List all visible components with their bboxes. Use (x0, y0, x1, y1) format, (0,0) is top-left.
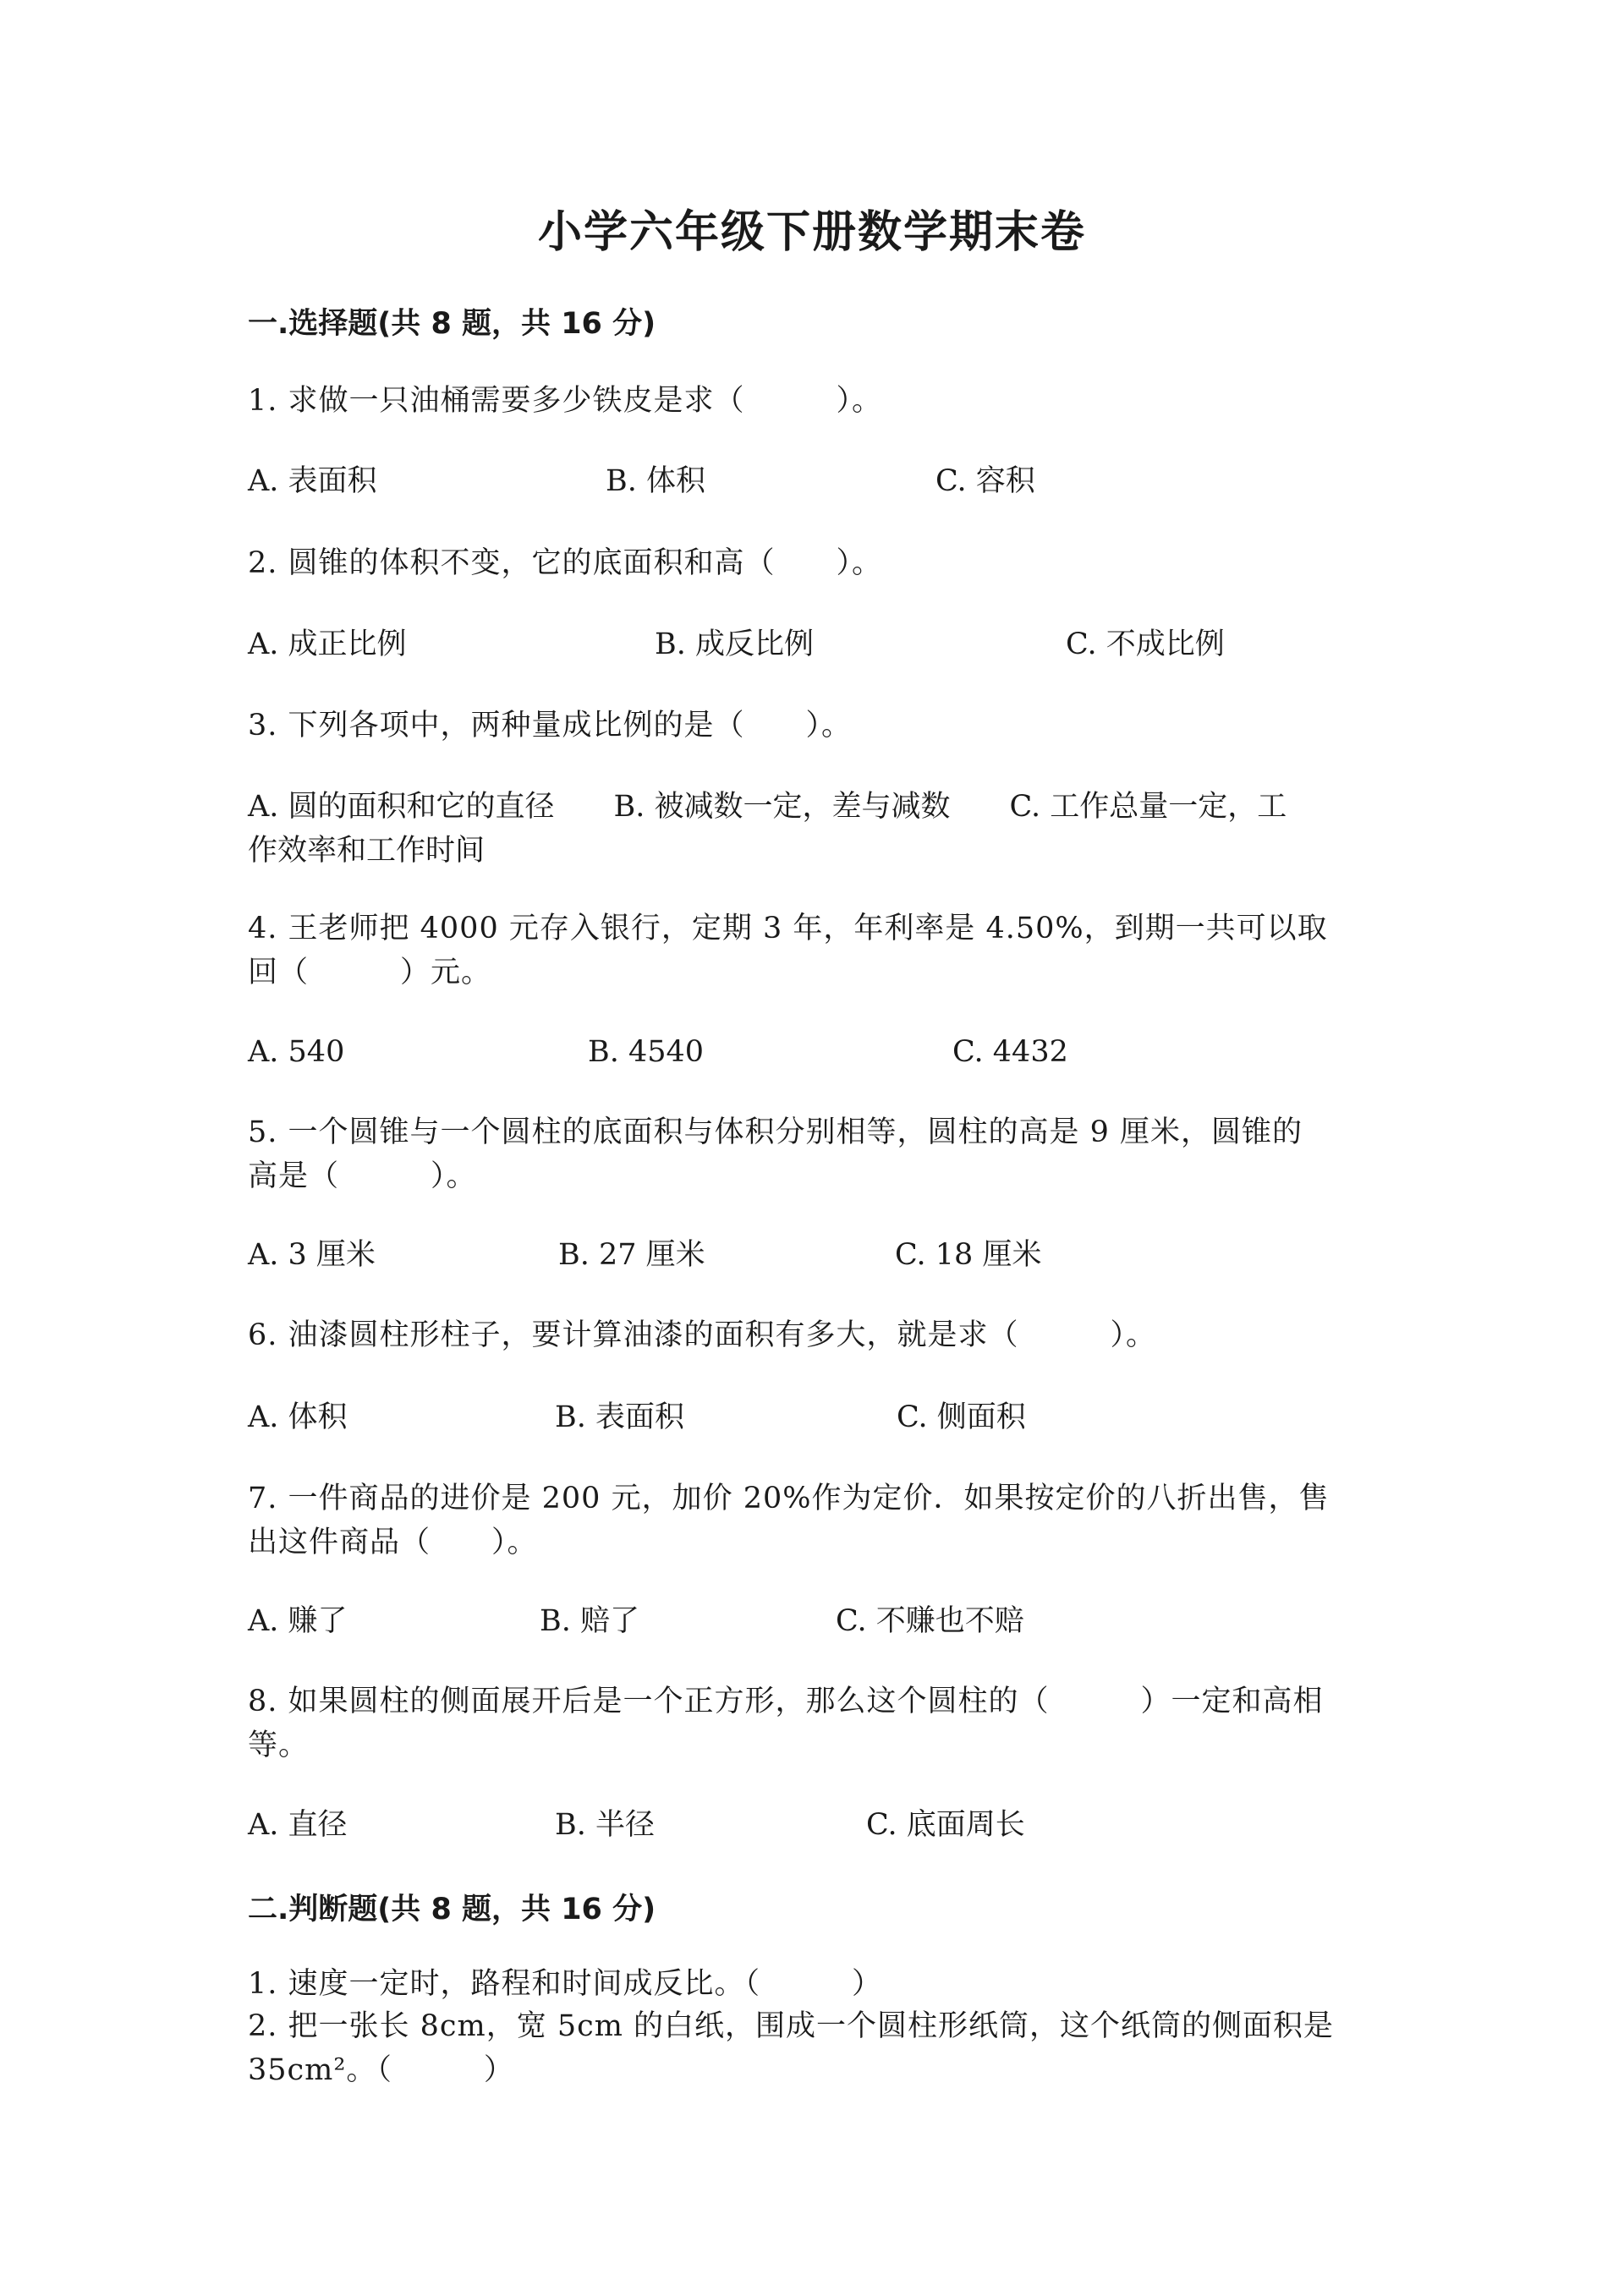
tf-question-2 (248, 2004, 1381, 2092)
question-4 (248, 907, 1381, 995)
option-a: A. 直径 (248, 1808, 348, 1842)
question-7-line-1: 7. 一件商品的进价是 200 元，加价 20%作为定价．如果按定价的八折出售，售 (248, 1482, 1330, 1515)
tf-question-1: 1. 速度一定时，路程和时间成反比。（ ） (248, 1967, 883, 2001)
question-3-options-line-1: A. 圆的面积和它的直径 B. 被减数一定，差与减数 C. 工作总量一定，工 (248, 790, 1287, 824)
question-8-line-1: 8. 如果圆柱的侧面展开后是一个正方形，那么这个圆柱的（ ）一定和高相 (248, 1685, 1324, 1718)
option-c: C. 底面周长 (866, 1808, 1025, 1842)
question-5 (248, 1110, 1381, 1198)
option-b: B. 表面积 (555, 1400, 684, 1434)
option-a: A. 3 厘米 (248, 1238, 376, 1272)
option-a: A. 表面积 (248, 464, 377, 498)
option-a: A. 540 (248, 1035, 345, 1069)
option-c: C. 不赚也不赔 (836, 1604, 1024, 1638)
question-4-line-2: 回（ ）元。 (248, 956, 492, 989)
question-5-line-2: 高是（ ）。 (248, 1159, 477, 1193)
section-heading-choice: 一.选择题(共 8 题，共 16 分) (248, 307, 656, 341)
question-3: 3. 下列各项中，两种量成比例的是（ ）。 (248, 709, 853, 743)
option-c: C. 18 厘米 (895, 1238, 1042, 1272)
question-8-options (248, 1803, 1381, 1847)
question-3-options-line-2: 作效率和工作时间 (248, 834, 486, 868)
question-1: 1. 求做一只油桶需要多少铁皮是求（ ）。 (248, 384, 883, 418)
question-4-options (248, 1030, 1381, 1074)
question-4-line-1: 4. 王老师把 4000 元存入银行，定期 3 年，年利率是 4.50%，到期一共可以取 (248, 912, 1328, 945)
question-2: 2. 圆锥的体积不变，它的底面积和高（ ）。 (248, 546, 883, 580)
section-heading-true-false: 二.判断题(共 8 题，共 16 分) (248, 1893, 656, 1926)
question-6: 6. 油漆圆柱形柱子，要计算油漆的面积有多大，就是求（ ）。 (248, 1318, 1157, 1352)
exam-title: 小学六年级下册数学期末卷 (537, 206, 1086, 258)
question-1-options (248, 459, 1381, 503)
question-3-options (248, 785, 1381, 873)
question-5-line-1: 5. 一个圆锥与一个圆柱的底面积与体积分别相等，圆柱的高是 9 厘米，圆锥的 (248, 1115, 1303, 1149)
option-c: C. 侧面积 (897, 1400, 1026, 1434)
option-a: A. 赚了 (248, 1604, 348, 1638)
option-c: C. 4432 (952, 1035, 1068, 1069)
question-8-line-2: 等。 (248, 1729, 310, 1762)
option-a: A. 体积 (248, 1400, 348, 1434)
question-2-options (248, 622, 1381, 666)
option-b: B. 27 厘米 (558, 1238, 705, 1272)
question-5-options (248, 1233, 1381, 1277)
question-7-line-2: 出这件商品（ ）。 (248, 1526, 538, 1559)
option-b: B. 体积 (606, 464, 705, 498)
question-8 (248, 1680, 1381, 1767)
option-c: C. 不成比例 (1066, 627, 1225, 661)
option-b: B. 赔了 (540, 1604, 639, 1638)
tf-question-2-line-1: 2. 把一张长 8cm，宽 5cm 的白纸，围成一个圆柱形纸筒，这个纸筒的侧面积是 (248, 2009, 1335, 2043)
question-7 (248, 1477, 1381, 1564)
option-b: B. 半径 (555, 1808, 655, 1842)
option-a: A. 成正比例 (248, 627, 407, 661)
option-b: B. 4540 (588, 1035, 705, 1069)
question-6-options (248, 1395, 1381, 1439)
option-b: B. 成反比例 (655, 627, 814, 661)
option-c: C. 容积 (935, 464, 1035, 498)
tf-question-2-line-2: 35cm²。（ ） (248, 2053, 514, 2087)
question-7-options (248, 1599, 1381, 1643)
